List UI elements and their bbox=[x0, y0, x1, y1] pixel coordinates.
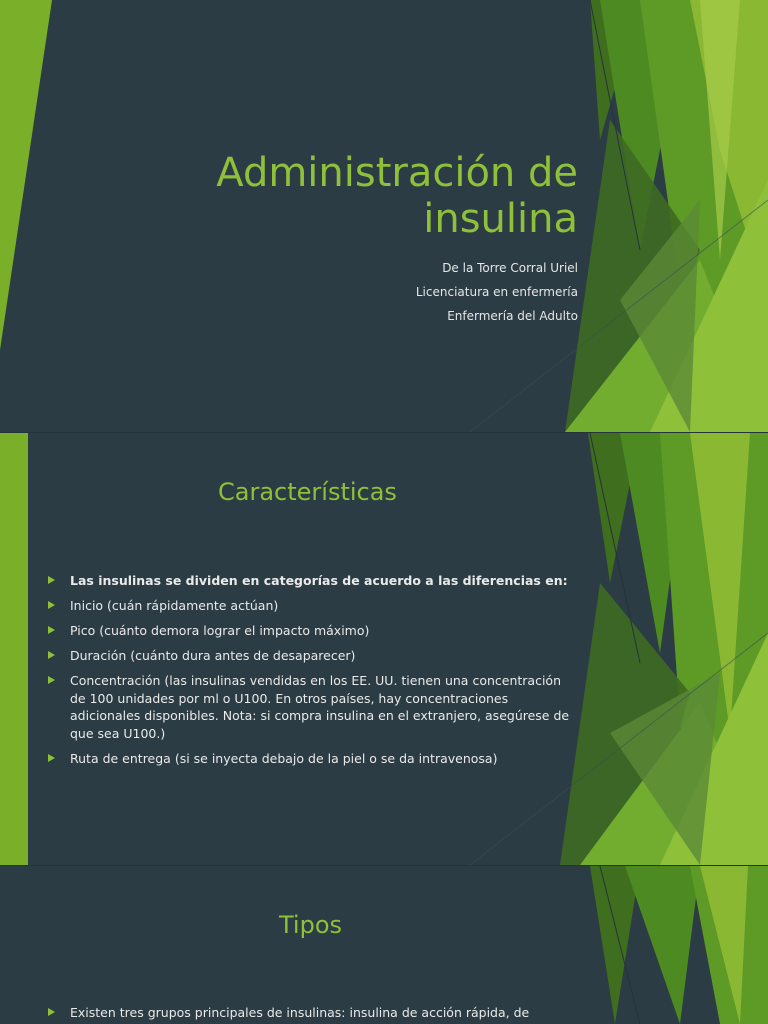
list-item: Inicio (cuán rápidamente actúan) bbox=[48, 597, 578, 615]
slide-divider bbox=[0, 865, 768, 866]
title-line-2: insulina bbox=[423, 196, 578, 242]
bullet-arrow-icon bbox=[48, 1008, 55, 1016]
bullet-arrow-icon bbox=[48, 576, 55, 584]
slide-divider bbox=[0, 432, 768, 433]
bullet-list bbox=[48, 572, 578, 775]
bullet-arrow-icon bbox=[48, 676, 55, 684]
subtitle-block bbox=[416, 256, 578, 328]
course-name: Enfermería del Adulto bbox=[447, 309, 578, 323]
list-item: Pico (cuánto demora lograr el impacto máximo) bbox=[48, 622, 578, 640]
section-title-tipos: Tipos bbox=[279, 911, 343, 939]
bullet-arrow-icon bbox=[48, 601, 55, 609]
bullet-arrow-icon bbox=[48, 754, 55, 762]
list-item: Existen tres grupos principales de insulinas: insulina de acción rápida, de bbox=[48, 1004, 578, 1022]
green-facet-decoration bbox=[0, 866, 768, 1024]
author-name: De la Torre Corral Uriel bbox=[442, 261, 578, 275]
bullet-arrow-icon bbox=[48, 651, 55, 659]
presentation-title bbox=[216, 150, 578, 242]
tipos-slide bbox=[0, 866, 768, 1024]
list-item: Duración (cuánto dura antes de desaparecer) bbox=[48, 647, 578, 665]
caracteristicas-slide bbox=[0, 433, 768, 865]
bullet-list bbox=[48, 1004, 578, 1024]
title-slide bbox=[0, 0, 768, 432]
list-item: Concentración (las insulinas vendidas en los EE. UU. tienen una concentración de 100 unidades por ml o U100. En otros países, hay concentraciones adicionales disponibles. Nota: si compra insulina en el extranjero, asegúrese de que sea U100.) bbox=[48, 672, 578, 742]
list-item: Ruta de entrega (si se inyecta debajo de la piel o se da intravenosa) bbox=[48, 750, 578, 768]
title-line-1: Administración de bbox=[216, 150, 578, 196]
list-item: Las insulinas se dividen en categorías de acuerdo a las diferencias en: bbox=[48, 572, 578, 590]
section-title-caracteristicas: Características bbox=[218, 478, 397, 506]
bullet-arrow-icon bbox=[48, 626, 55, 634]
program-name: Licenciatura en enfermería bbox=[415, 285, 578, 299]
